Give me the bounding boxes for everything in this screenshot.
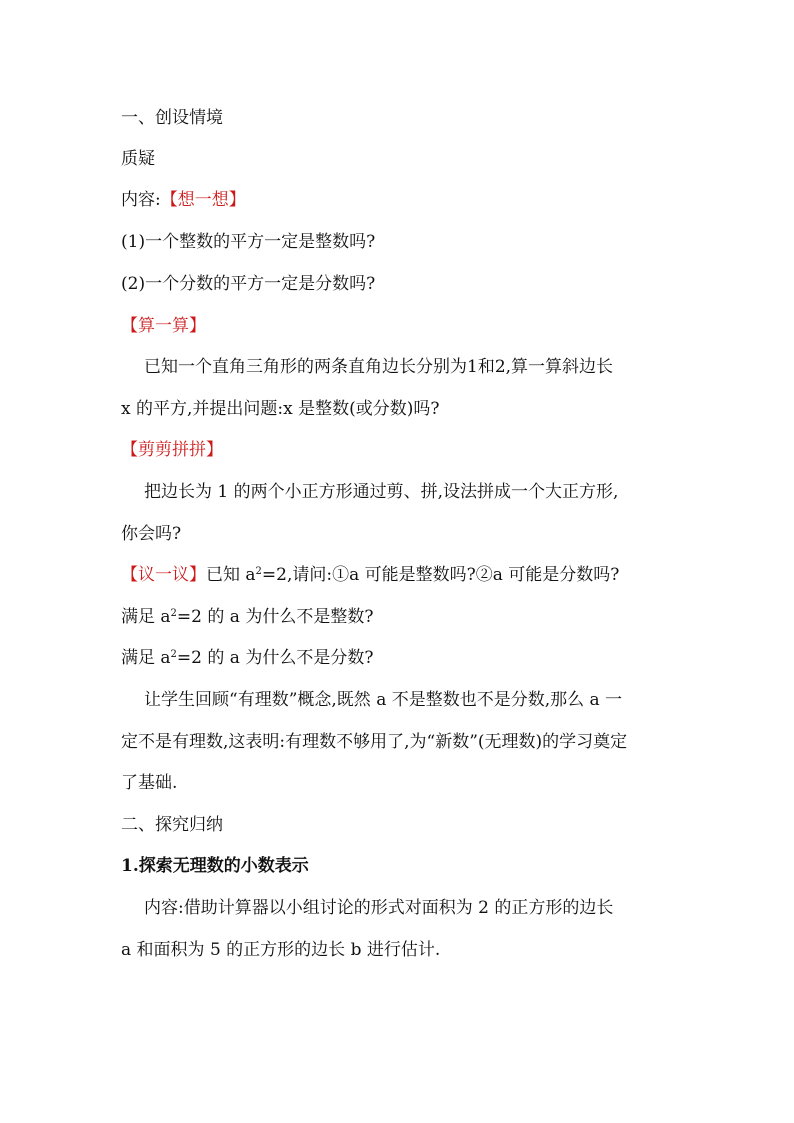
cut-paragraph-line-1: 把边长为 1 的两个小正方形通过剪、拼,设法拼成一个大正方形, bbox=[144, 482, 619, 502]
discuss-text-a: 已知 a bbox=[206, 565, 256, 585]
think-tag: 【想一想】 bbox=[160, 190, 246, 210]
discuss-line bbox=[121, 565, 681, 585]
section-1-heading: 一、创设情境 bbox=[121, 108, 223, 128]
why-int-text-a: 满足 a bbox=[121, 607, 171, 627]
question-2: (2)一个分数的平方一定是分数吗? bbox=[121, 274, 376, 294]
cut-paragraph-line-2: 你会吗? bbox=[121, 524, 182, 544]
why-not-fraction-line bbox=[121, 648, 681, 668]
discuss-exponent: 2 bbox=[255, 566, 262, 577]
content-paragraph-line-2: a 和面积为 5 的正方形的边长 b 进行估计. bbox=[121, 940, 441, 960]
section-2-heading: 二、探究归纳 bbox=[121, 815, 223, 835]
content-prefix: 内容: bbox=[121, 190, 161, 210]
why-int-exponent: 2 bbox=[170, 608, 177, 619]
calc-paragraph-line-2: x 的平方,并提出问题:x 是整数(或分数)吗? bbox=[121, 399, 440, 419]
why-frac-text-b: =2 的 a 为什么不是分数? bbox=[176, 648, 374, 668]
review-paragraph-line-1: 让学生回顾“有理数”概念,既然 a 不是整数也不是分数,那么 a 一 bbox=[144, 690, 623, 710]
discuss-tag: 【议一议】 bbox=[121, 565, 206, 585]
question-1: (1)一个整数的平方一定是整数吗? bbox=[121, 232, 376, 252]
why-not-integer-line bbox=[121, 607, 681, 627]
cut-tag: 【剪剪拼拼】 bbox=[121, 440, 223, 460]
calc-tag: 【算一算】 bbox=[121, 316, 206, 336]
why-frac-text-a: 满足 a bbox=[121, 648, 171, 668]
section-1-subtitle: 质疑 bbox=[121, 149, 155, 169]
why-frac-exponent: 2 bbox=[170, 649, 177, 660]
subsection-1-title: 1.探索无理数的小数表示 bbox=[121, 856, 309, 876]
review-paragraph-line-3: 了基础. bbox=[121, 773, 178, 793]
discuss-text-b: =2,请问:①a 可能是整数吗?②a 可能是分数吗? bbox=[261, 565, 620, 585]
why-int-text-b: =2 的 a 为什么不是整数? bbox=[176, 607, 374, 627]
calc-paragraph-line-1: 已知一个直角三角形的两条直角边长分别为1和2,算一算斜边长 bbox=[144, 357, 614, 377]
content-think-line bbox=[121, 190, 681, 210]
content-paragraph-line-1: 内容:借助计算器以小组讨论的形式对面积为 2 的正方形的边长 bbox=[144, 898, 614, 918]
review-paragraph-line-2: 定不是有理数,这表明:有理数不够用了,为“新数”(无理数)的学习奠定 bbox=[121, 732, 628, 752]
